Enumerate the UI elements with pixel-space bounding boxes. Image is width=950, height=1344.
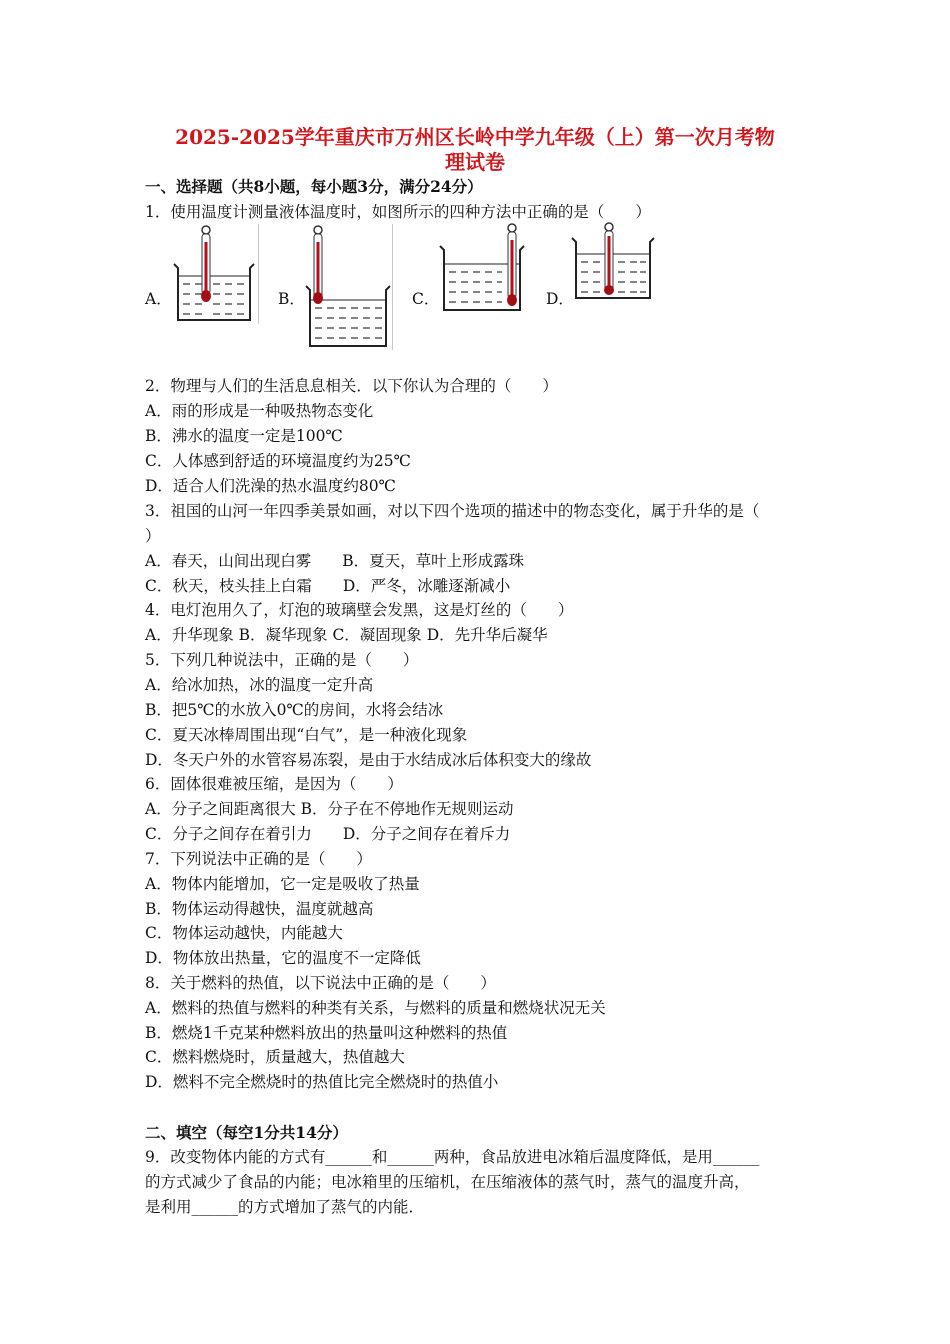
q7-option-b: B．物体运动得越快，温度就越高 <box>145 900 374 918</box>
q2-stem: 2．物理与人们的生活息息相关．以下你认为合理的（ ） <box>145 377 558 395</box>
q9-line1: 9．改变物体内能的方式有______和______两种，食品放进电冰箱后温度降低，是用______ <box>145 1148 760 1166</box>
q4-options: A．升华现象 B．凝华现象 C．凝固现象 D．先升华后凝华 <box>145 626 548 644</box>
q1-divider <box>258 224 259 324</box>
q9-line2: 的方式减少了食品的内能；电冰箱里的压缩机，在压缩液体的蒸气时，蒸气的温度升高， <box>145 1173 750 1191</box>
q5-option-c: C．夏天冰棒周围出现“白气”，是一种液化现象 <box>145 726 468 744</box>
section2-heading: 二、填空（每空1分共14分） <box>145 1123 348 1142</box>
q1-option-d-label: D． <box>546 290 574 308</box>
q9-line3: 是利用______的方式增加了蒸气的内能． <box>145 1198 425 1216</box>
q2-option-b: B．沸水的温度一定是100℃ <box>145 427 343 445</box>
q1-option-a-label: A． <box>145 290 172 308</box>
q2-option-d: D．适合人们洗澡的热水温度约80℃ <box>145 477 396 495</box>
q5-stem: 5．下列几种说法中，正确的是（ ） <box>145 651 419 669</box>
section1-heading: 一、选择题（共8小题，每小题3分，满分24分） <box>145 177 483 196</box>
q3-options-ab: A．春天，山间出现白雾 B．夏天，草叶上形成露珠 <box>145 552 525 570</box>
q1-option-c-label: C． <box>412 290 440 308</box>
q1-figure-a <box>168 224 258 324</box>
q8-option-b: B．燃烧1千克某种燃料放出的热量叫这种燃料的热值 <box>145 1024 508 1042</box>
q8-option-d: D．燃料不完全燃烧时的热值比完全燃烧时的热值小 <box>145 1073 499 1091</box>
q6-stem: 6．固体很难被压缩，是因为（ ） <box>145 775 403 793</box>
q5-option-b: B．把5℃的水放入0℃的房间，水将会结冰 <box>145 701 444 719</box>
exam-title-line2: 理试卷 <box>445 150 505 174</box>
q2-option-c: C．人体感到舒适的环境温度约为25℃ <box>145 452 411 470</box>
q8-stem: 8．关于燃料的热值，以下说法中正确的是（ ） <box>145 974 496 992</box>
exam-title-line1: 2025-2025学年重庆市万州区长岭中学九年级（上）第一次月考物 <box>175 125 775 149</box>
q1-figure-c <box>436 222 530 314</box>
q3-stem: 3．祖国的山河一年四季美景如画，对以下四个选项的描述中的物态变化，属于升华的是（ <box>145 502 760 520</box>
q7-option-d: D．物体放出热量，它的温度不一定降低 <box>145 949 421 967</box>
q1-divider <box>392 224 393 350</box>
q3-options-cd: C．秋天，枝头挂上白霜 D．严冬，冰雕逐渐减小 <box>145 577 511 595</box>
q7-option-c: C．物体运动越快，内能越大 <box>145 924 343 942</box>
q7-option-a: A．物体内能增加，它一定是吸收了热量 <box>145 875 420 893</box>
q8-option-c: C．燃料燃烧时，质量越大，热值越大 <box>145 1048 405 1066</box>
q7-stem: 7．下列说法中正确的是（ ） <box>145 850 372 868</box>
q6-options-cd: C．分子之间存在着引力 D．分子之间存在着斥力 <box>145 825 511 843</box>
q1-option-b-label: B． <box>278 290 305 308</box>
q4-stem: 4．电灯泡用久了，灯泡的玻璃壁会发黑，这是灯丝的（ ） <box>145 601 574 619</box>
q5-option-d: D．冬天户外的水管容易冻裂，是由于水结成冰后体积变大的缘故 <box>145 751 592 769</box>
q5-option-a: A．给冰加热，冰的温度一定升高 <box>145 676 374 694</box>
q3-stem-end: ） <box>145 527 161 545</box>
q1-figure-b <box>300 224 396 350</box>
q2-option-a: A．雨的形成是一种吸热物态变化 <box>145 402 374 420</box>
q1-stem: 1．使用温度计测量液体温度时，如图所示的四种方法中正确的是（ ） <box>145 203 651 221</box>
q6-options-ab: A．分子之间距离很大 B．分子在不停地作无规则运动 <box>145 800 514 818</box>
q8-option-a: A．燃料的热值与燃料的种类有关系，与燃料的质量和燃烧状况无关 <box>145 999 606 1017</box>
q1-figure-d <box>568 222 658 302</box>
